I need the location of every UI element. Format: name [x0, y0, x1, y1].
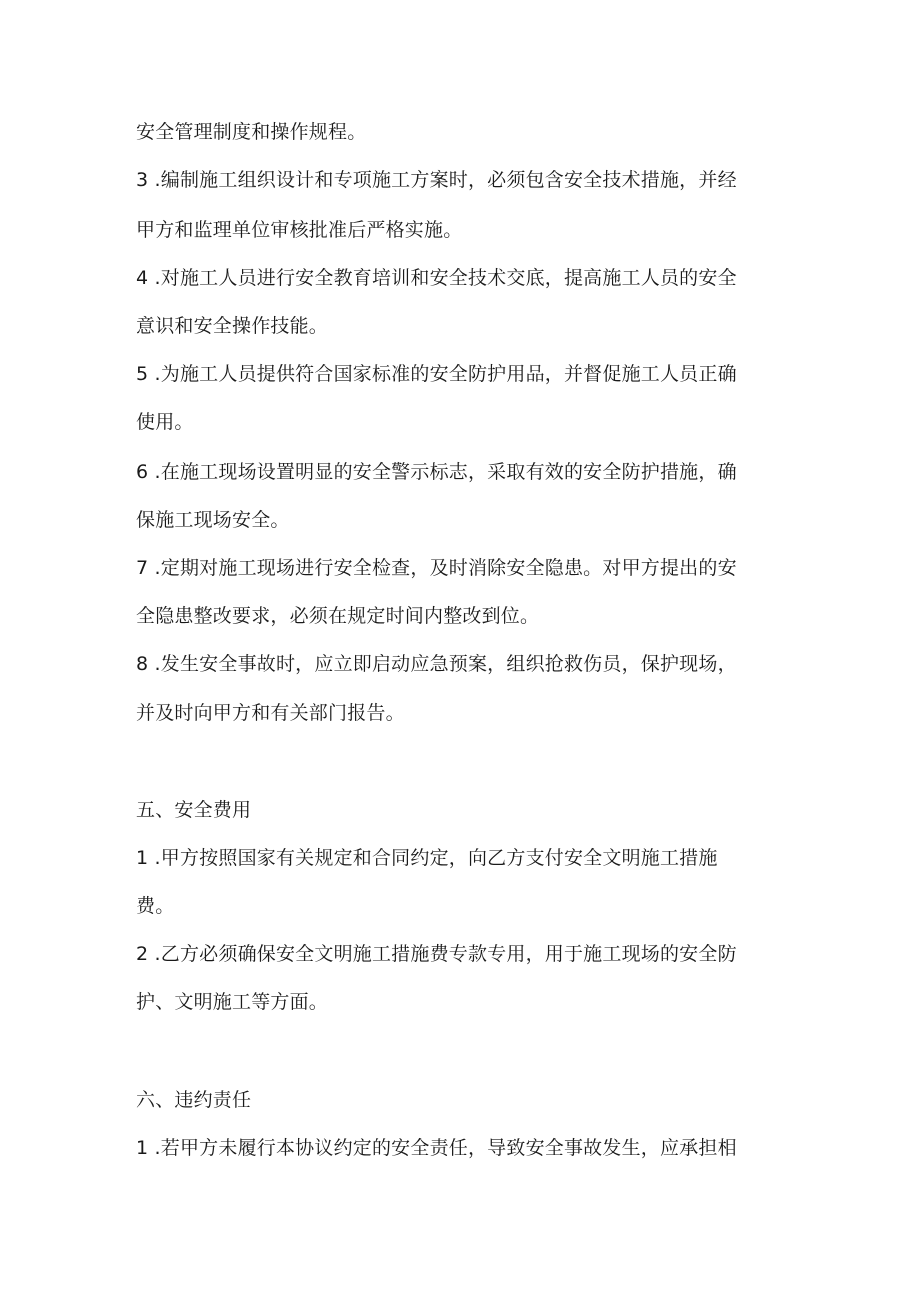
section-heading-breach-liability: 六、违约责任: [136, 1089, 252, 1111]
list-item-7-line-1: 7 .定期对施工现场进行安全检查，及时消除安全隐患。对甲方提出的安: [136, 557, 737, 579]
fee-item-1-line-1: 1 .甲方按照国家有关规定和合同约定，向乙方支付安全文明施工措施: [136, 847, 718, 869]
list-item-3-line-1: 3 .编制施工组织设计和专项施工方案时，必须包含安全技术措施，并经: [136, 169, 737, 191]
list-item-4-line-2: 意识和安全操作技能。: [136, 315, 329, 337]
fee-item-1-line-2: 费。: [136, 895, 175, 917]
text-line: 安全管理制度和操作规程。: [136, 121, 367, 143]
list-item-6-line-2: 保施工现场安全。: [136, 509, 290, 531]
list-item-3-line-2: 甲方和监理单位审核批准后严格实施。: [136, 219, 463, 241]
fee-item-2-line-1: 2 .乙方必须确保安全文明施工措施费专款专用，用于施工现场的安全防: [136, 943, 737, 965]
list-item-8-line-1: 8 .发生安全事故时，应立即启动应急预案，组织抢救伤员，保护现场，: [136, 653, 737, 675]
fee-item-2-line-2: 护、文明施工等方面。: [136, 991, 329, 1013]
list-item-5-line-2: 使用。: [136, 411, 194, 433]
list-item-7-line-2: 全隐患整改要求，必须在规定时间内整改到位。: [136, 605, 540, 627]
list-item-4-line-1: 4 .对施工人员进行安全教育培训和安全技术交底，提高施工人员的安全: [136, 267, 737, 289]
list-item-6-line-1: 6 .在施工现场设置明显的安全警示标志，采取有效的安全防护措施，确: [136, 461, 737, 483]
section-heading-safety-fees: 五、安全费用: [136, 799, 252, 821]
liability-item-1-line-1: 1 .若甲方未履行本协议约定的安全责任，导致安全事故发生，应承担相: [136, 1137, 737, 1159]
list-item-8-line-2: 并及时向甲方和有关部门报告。: [136, 702, 405, 724]
list-item-5-line-1: 5 .为施工人员提供符合国家标准的安全防护用品，并督促施工人员正确: [136, 363, 737, 385]
